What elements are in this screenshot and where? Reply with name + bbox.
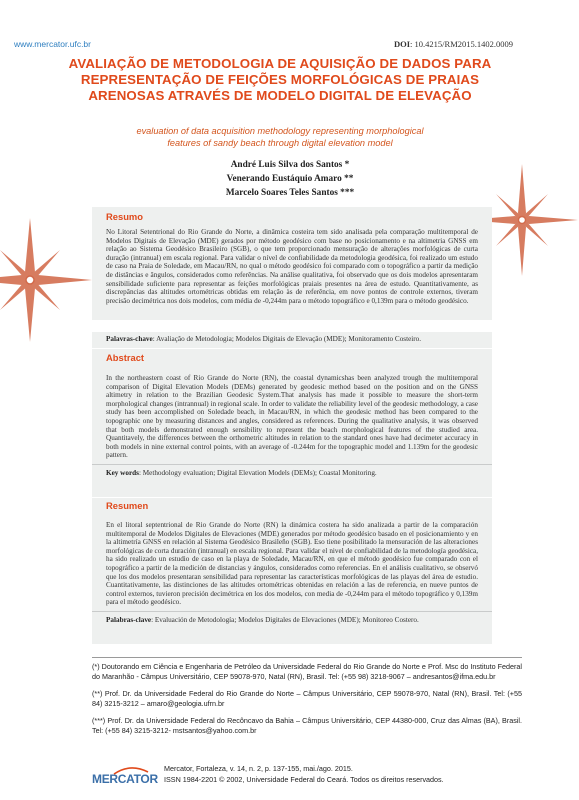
subtitle-line: evaluation of data acquisition methodology representing morphological — [136, 126, 424, 136]
title-line: ARENOSAS ATRAVÉS DE MODELO DIGITAL DE ELEVAÇÃO — [88, 88, 472, 103]
resumo-keywords-text: : Avaliação de Metodologia; Modelos Digitais de Elevação (MDE); Monitoramento Costeiro. — [152, 335, 422, 343]
resumo-body: No Litoral Setentrional do Rio Grande do Norte, a dinâmica costeira tem sido analisada pela comparação multitemporal de Modelos Digitais de Elevação (MDE) gerados por método geodésico com base no posicionamento e na altimetria GNSS em relação ao Sistema Geodésico Brasileiro (SGB), o que tem proporcionado mensuração de alterações morfológicas de curta duração (intranual) em escala regional. Para validar o nível de confiabilidade da metodologia geodésica, foi realizado um estudo de caso na Praia de Soledade, em Macau/RN, no qual o método geodésico foi comparado com o topográfico a partir da medição de distâncias e ângulos, considerados como referências. Na análise qualitativa, foi observado que os dois modelos apresentaram sensibilidade suficiente para representar as feições morfológicas praiais presentes na área de estudo. Quantitativamente, as discrepâncias das altitudes ortométricas obtidas em relação às de referência, em nove pontos de controle externos, tiveram precisão decimétrica nos dois modelos, com média de -0,244m para o método topográfico e 0,139m para o método geodésico. — [106, 228, 478, 305]
resumen-body: En el litoral septentrional de Rio Grande do Norte (RN) la dinámica costera ha sido analizada a partir de la comparación multitemporal de Modelos Digitales de Elevaciones (MDE) generados por método geodésico basado en el posicionamiento y en la altimetría GNSS en relación al Sistema Geodésico Brasileño (SGB). Eso tiene posibilitado la mensuración de las alteraciones morfológicas de corta duración (intranual) en escala regional. Para validar el nivel de confiabilidad de la metodología geodésica, ha sido realizado un estudio de caso en la playa de Soledade, Macau/RN, en que el método geodésico fue comparado con el topográfico a partir de la medición de distancias y ángulos, considerados como referencias. En el análisis cualitativo, se observó que los dos modelos presentaran sensibilidad para representar las características morfológicas de las playas del área de estudio. Cuantitativamente, las distinciones de las altitudes ortométricas obtenidas en relación a las de referencia, en nueve puntos de control externos, tuvieron precisión decimétrica en los dos modelos, con media de -0,244m para el método topográfico y 0,139m para el método geodésico. — [106, 521, 478, 607]
compass-rose-left-icon — [0, 215, 95, 345]
journal-citation — [164, 763, 444, 785]
resumen-heading: Resumen — [106, 500, 149, 511]
subtitle-line: features of sandy beach through digital elevation model — [167, 138, 393, 148]
resumen-keywords-text: : Evaluación de Metodología; Modelos Digitales de Elevaciones (MDE); Monitoreo Costero. — [151, 615, 419, 624]
abstract-heading: Abstract — [106, 352, 145, 363]
resumen-keywords-label: Palabras-clave — [106, 615, 152, 624]
footnote: (*) Doutorando em Ciência e Engenharia de Petróleo da Universidade Federal do Rio Grande do Norte e Prof. Msc do Instituto Federal do Maranhão - Câmpus Universitário, CEP 59078-970, Natal (RN), Brasil. Tel: (+55 98) 3218-9067 – andresantos@ifma.edu.br — [92, 662, 522, 681]
copyright-line: ISSN 1984-2201 © 2002, Universidade Federal do Ceará. Todos os direitos reservados. — [164, 775, 444, 784]
abstract-keywords-text: : Methodology evaluation; Digital Elevation Models (DEMs); Coastal Monitoring. — [138, 468, 377, 477]
resumo-keywords-label: Palavras-chave — [106, 335, 153, 343]
logo-text: MERCATOR — [92, 772, 158, 786]
doi-value: : 10.4215/RM2015.1402.0009 — [410, 39, 513, 49]
doi-label: DOI — [393, 39, 411, 49]
citation-line: Mercator, Fortaleza, v. 14, n. 2, p. 137-155, mai./ago. 2015. — [164, 764, 353, 773]
resumo-heading: Resumo — [106, 211, 143, 222]
resumen-box — [92, 498, 492, 644]
author-name: Venerando Eustáquio Amaro ** — [226, 174, 354, 184]
footnote: (***) Prof. Dr. da Universidade Federal do Recôncavo da Bahia – Câmpus Universitário, CEP 44380-000, Cruz das Almas (BA), Brasil. Tel: (+55 84) 3215-3212- mstsantos@yahoo.com.br — [92, 716, 522, 735]
resumo-box — [92, 207, 492, 320]
abstract-keywords-label: Key words — [106, 468, 139, 477]
abstract-keywords — [106, 469, 478, 478]
title-line: AVALIAÇÃO DE METODOLOGIA DE AQUISIÇÃO DE DADOS PARA — [68, 56, 492, 71]
abstract-body: In the northeastern coast of Rio Grande do Norte (RN), the coastal dynamicshas been analyzed trough the multitemporal comparison of Digital Elevation Models (DEMs) generated by geodesic method based on the position and on the GNSS altimetry in relation to the Brazilian Geodesic System.That analysis has made it possible to measure the short-term morphological changes (intrannual) in regional scale. In order to validate the reliability level of the geodesic methodology, a case study has been accomplished on Soledade beach, in Macau/RN, in which the geodesic method has been compared to the topographic one by measuring distances and angles, considered as references. During the qualitative analysis, it was observed that both models demonstrated enough sensibility to represent the beach morphological features of the studied area. Quantitavely, the differences between the orthometric altitudes in relation to the standard ones have had decimeter accuracy in both models in nine external control points, with an average of -0.244m for the topographic model and 1.139m for the geodesic pattern. — [106, 374, 478, 460]
author-name: André Luis Silva dos Santos * — [230, 160, 350, 170]
resumo-keywords — [106, 335, 478, 344]
journal-url-link[interactable]: www.mercator.ufc.br — [14, 39, 91, 49]
doi-text — [394, 39, 513, 49]
resumen-keywords — [106, 616, 478, 625]
footnote-divider — [92, 657, 522, 658]
author-footnotes — [92, 657, 522, 744]
footnote: (**) Prof. Dr. da Universidade Federal do Rio Grande do Norte – Câmpus Universitário, CEP 59078-970, Natal (RN), Brasil. Tel: (+55 84) 3215-3212 – amaro@geologia.ufrn.br — [92, 689, 522, 708]
mercator-logo — [92, 765, 162, 787]
author-list — [180, 158, 400, 200]
abstract-divider — [92, 464, 492, 465]
author-name: Marcelo Soares Teles Santos *** — [225, 188, 355, 198]
article-subtitle — [20, 125, 540, 149]
resumo-keywords-box — [92, 332, 492, 348]
abstract-box — [92, 349, 492, 497]
resumen-divider — [92, 611, 492, 612]
article-title — [20, 56, 540, 104]
title-line: REPRESENTAÇÃO DE FEIÇÕES MORFOLÓGICAS DE PRAIAS — [80, 72, 480, 87]
